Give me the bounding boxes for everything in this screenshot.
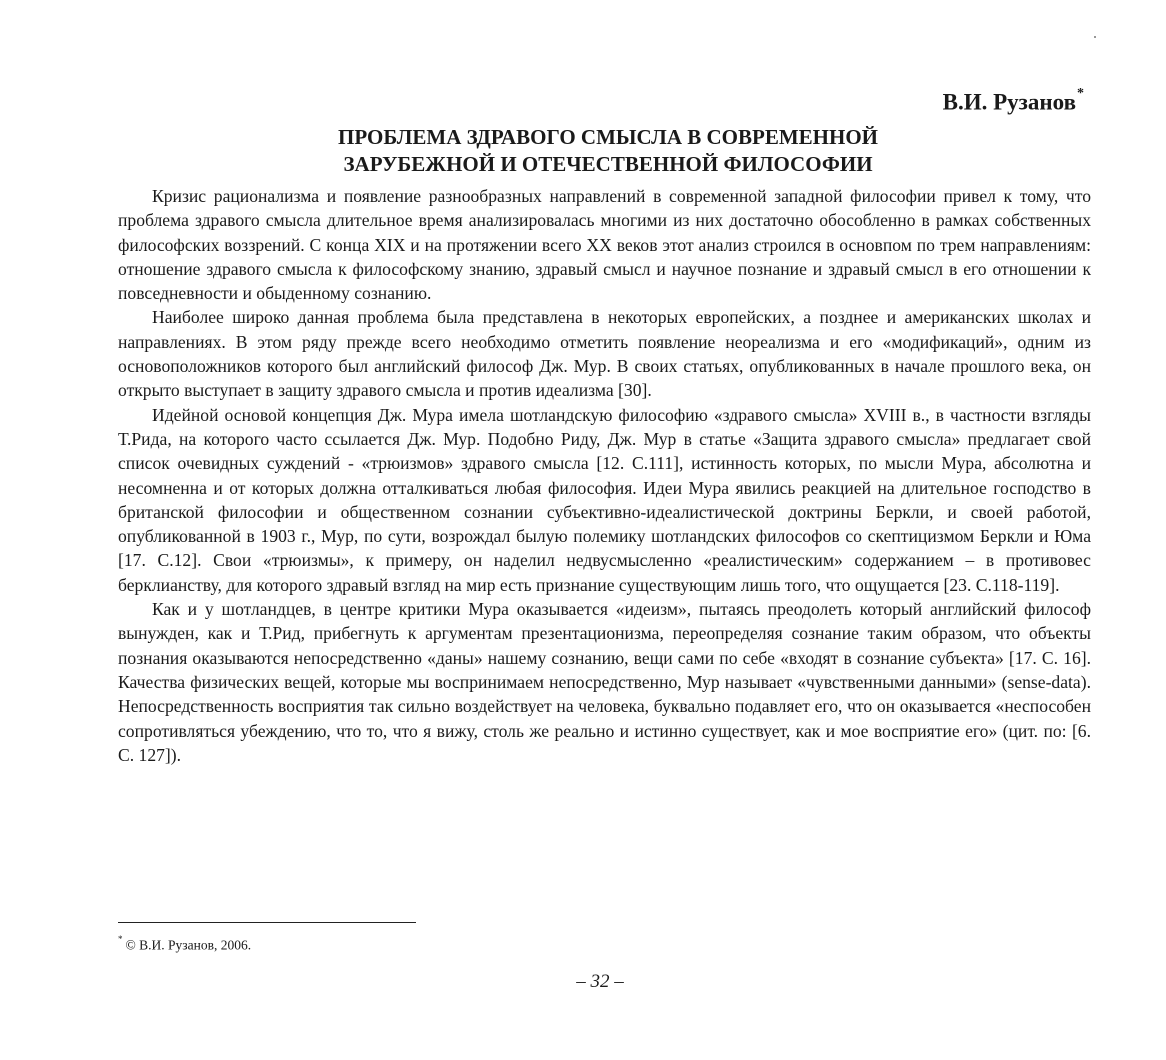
paragraph-1: Кризис рационализма и появление разнообразных направлений в современной западной философии привел к тому, что проблема здравого смысла длительное время анализировалась многими из них достаточно обособленно в рамках собственных философских воззрений. С конца XIX и на протяжении всего XX веков этот анализ строился в основпом по трем направлениям: отношение здравого смысла к философскому знанию, здравый смысл и научное познание и здравый смысл в его отношении к повседневности и обыденному сознанию. bbox=[118, 186, 1091, 304]
article-title bbox=[118, 124, 1098, 178]
footnote-text: © В.И. Рузанов, 2006. bbox=[125, 937, 252, 953]
author-name-text: В.И. Рузанов bbox=[942, 89, 1076, 115]
footnote-divider bbox=[118, 922, 416, 923]
paragraph-3: Идейной основой концепция Дж. Мура имела шотландскую философию «здравого смысла» XVIII в., в частности взгляды Т.Рида, на которого часто ссылается Дж. Мур. Подобно Риду, Дж. Мур в статье «Защита здравого смысла» предлагает свой список очевидных суждений - «трюизмов» здравого смысла [12. С.111], истинность которых, по мысли Мура, абсолютна и несомненна и от которых должна отталкиваться любая философия. Идеи Мура явились реакцией на длительное господство в британской философии и общественном сознании субъективно-идеалистической доктрины Беркли, и своей работой, опубликованной в 1903 г., Мур, по сути, возрождал былую полемику шотландских философов со скептицизмом Беркли и Юма [17. С.12]. Свои «трюизмы», к примеру, он наделил недвусмысленно «реалистическим» содержанием – в противовес берклианству, для которого здравый взгляд на мир есть признание существующим лишь того, что ощущается [23. С.118-119]. bbox=[118, 404, 1091, 595]
paragraph-2: Наиболее широко данная проблема была представлена в некоторых европейских, а позднее и американских школах и направлениях. В этом ряду прежде всего необходимо отметить появление неореализма и его «модификаций», одним из основоположников которого был английский философ Дж. Мур. В своих статьях, опубликованных в начале прошлого века, он открыто выступает в защиту здравого смысла и против идеализма [30]. bbox=[118, 307, 1091, 401]
article-body bbox=[118, 184, 1091, 767]
page-number: – 32 – bbox=[576, 971, 624, 992]
footnote bbox=[118, 932, 251, 955]
author-footnote-marker: * bbox=[1077, 86, 1084, 101]
article-title-line-1: ПРОБЛЕМА ЗДРАВОГО СМЫСЛА В СОВРЕМЕННОЙ bbox=[337, 125, 879, 149]
footnote-marker: * bbox=[118, 934, 123, 944]
author-name bbox=[943, 84, 1084, 117]
article-title-line-2: ЗАРУБЕЖНОЙ И ОТЕЧЕСТВЕННОЙ ФИЛОСОФИИ bbox=[343, 152, 873, 176]
scan-speck bbox=[1094, 36, 1096, 38]
paragraph-4: Как и у шотландцев, в центре критики Мура оказывается «идеизм», пытаясь преодолеть который английский философ вынужден, как и Т.Рид, прибегнуть к аргументам презентационизма, переопределяя сознание таким образом, что объекты познания оказываются непосредственно «даны» нашему сознанию, вещи сами по себе «входят в сознание субъекта» [17. С. 16]. Качества физических вещей, которые мы воспринимаем непосредственно, Мур называет «чувственными данными» (sense-data). Непосредственность восприятия так сильно воздействует на человека, буквально подавляет его, что он оказывается «неспособен сопротивляться убеждению, что то, что я вижу, столь же реально и истинно существует, как и мое восприятие его» (цит. по: [6. С. 127]). bbox=[118, 599, 1091, 765]
